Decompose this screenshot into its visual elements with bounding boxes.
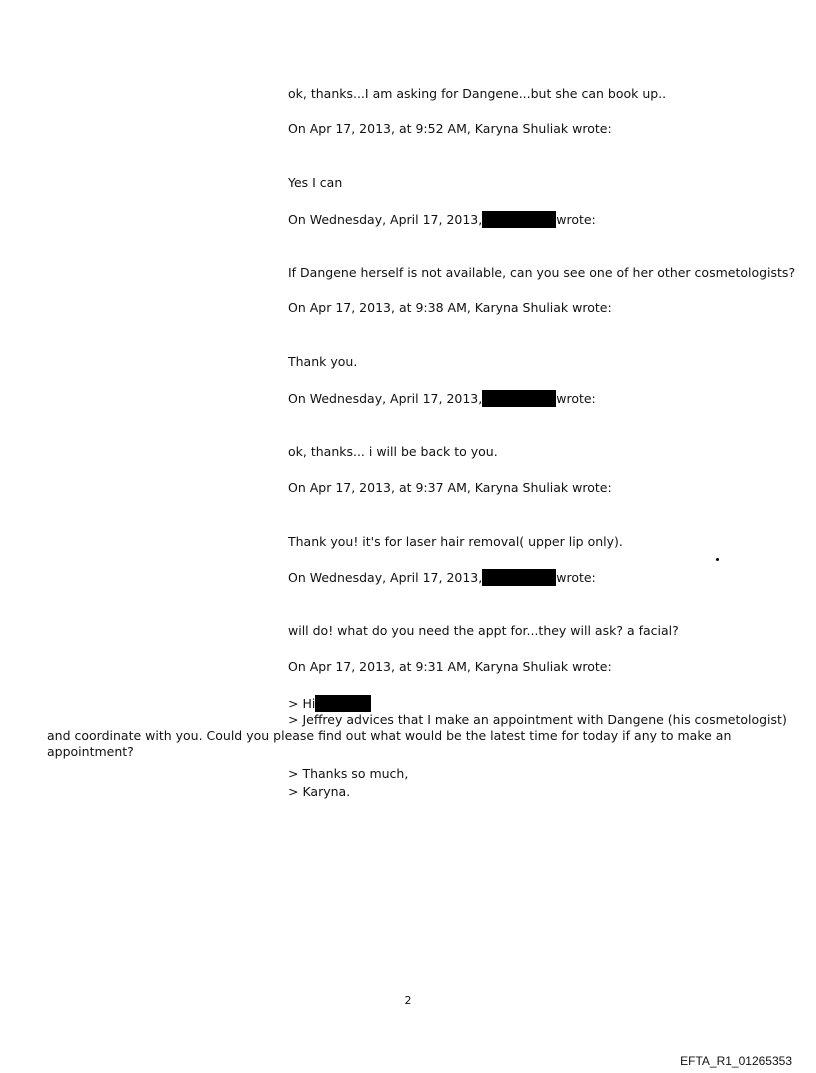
stray-dot [716,558,719,561]
message-line: Yes I can [288,175,343,190]
reply-header [288,569,596,586]
quoted-greeting-text: > Hi [288,696,316,711]
reply-header-suffix: wrote: [556,570,596,585]
message-line: Thank you. [288,354,358,369]
redaction-box [482,390,556,407]
message-line: ok, thanks...I am asking for Dangene...but she can book up.. [288,86,667,101]
page-number: 2 [404,994,412,1007]
reply-header-prefix: On Wednesday, April 17, 2013, [288,212,483,227]
document-id: EFTA_R1_01265353 [680,1054,792,1068]
reply-header-suffix: wrote: [556,212,596,227]
reply-header-suffix: wrote: [556,391,596,406]
reply-header: On Apr 17, 2013, at 9:52 AM, Karyna Shuliak wrote: [288,121,612,136]
message-line: will do! what do you need the appt for...they will ask? a facial? [288,623,679,638]
reply-header [288,211,596,228]
message-line: If Dangene herself is not available, can you see one of her other cosmetologists? [288,265,796,280]
redaction-box [482,211,556,228]
quoted-signoff: > Thanks so much, [288,766,409,781]
quoted-signature: > Karyna. [288,784,351,799]
reply-header-prefix: On Wednesday, April 17, 2013, [288,570,483,585]
message-line: ok, thanks... i will be back to you. [288,444,498,459]
reply-header-prefix: On Wednesday, April 17, 2013, [288,391,483,406]
redaction-box [482,569,556,586]
quoted-paragraph: > Jeffrey advices that I make an appointment with Dangene (his cosmetologist) and coordinate with you. Could you please find out what would be the latest time for today if any to make an appointment? [47,712,787,759]
reply-header: On Apr 17, 2013, at 9:38 AM, Karyna Shuliak wrote: [288,300,612,315]
reply-header: On Apr 17, 2013, at 9:31 AM, Karyna Shuliak wrote: [288,659,612,674]
quoted-greeting [288,695,371,712]
message-line: Thank you! it's for laser hair removal( upper lip only). [288,534,623,549]
reply-header [288,390,596,407]
redaction-box [315,695,371,712]
reply-header: On Apr 17, 2013, at 9:37 AM, Karyna Shuliak wrote: [288,480,612,495]
